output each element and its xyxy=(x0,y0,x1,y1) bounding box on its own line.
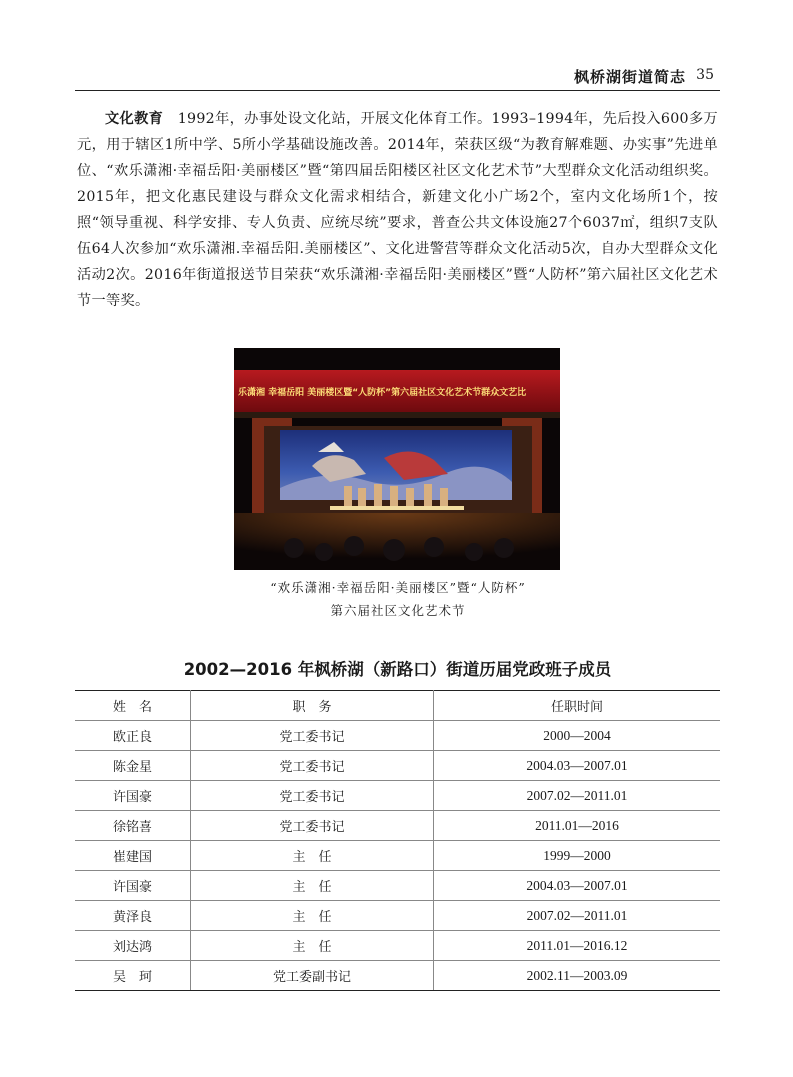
stage-photo xyxy=(234,348,560,570)
cell-name: 刘达鸿 xyxy=(75,931,191,961)
table-header-row xyxy=(75,691,720,721)
cell-term: 2007.02—2011.01 xyxy=(434,901,721,931)
cell-position: 党工委副书记 xyxy=(191,961,434,991)
header-term: 任职时间 xyxy=(434,691,721,721)
cell-term: 2007.02—2011.01 xyxy=(434,781,721,811)
members-table xyxy=(75,690,720,991)
table-row xyxy=(75,751,720,781)
table-row xyxy=(75,931,720,961)
stage-banner-text: 乐潇湘 幸福岳阳 美丽楼区暨“人防杯”第六届社区文化艺术节群众文艺比 xyxy=(238,388,527,398)
table-row xyxy=(75,901,720,931)
cell-term: 2011.01—2016.12 xyxy=(434,931,721,961)
table-row xyxy=(75,871,720,901)
stage-photo-image xyxy=(234,348,560,570)
cell-name: 许国豪 xyxy=(75,781,191,811)
photo-caption xyxy=(180,576,616,622)
cell-position: 主 任 xyxy=(191,871,434,901)
table-row xyxy=(75,781,720,811)
cell-term: 2004.03—2007.01 xyxy=(434,871,721,901)
caption-line-2: 第六届社区文化艺术节 xyxy=(330,603,466,618)
cell-name: 崔建国 xyxy=(75,841,191,871)
running-header xyxy=(75,62,720,91)
cell-name: 徐铭喜 xyxy=(75,811,191,841)
cell-position: 主 任 xyxy=(191,841,434,871)
header-name: 姓 名 xyxy=(75,691,191,721)
table-row xyxy=(75,961,720,991)
table-row xyxy=(75,721,720,751)
book-title: 枫桥湖街道简志 xyxy=(573,68,686,86)
cell-name: 陈金星 xyxy=(75,751,191,781)
caption-line-1: “欢乐潇湘·幸福岳阳·美丽楼区”暨“人防杯” xyxy=(270,580,526,595)
body-paragraph xyxy=(77,106,718,314)
cell-name: 许国豪 xyxy=(75,871,191,901)
cell-term: 2002.11—2003.09 xyxy=(434,961,721,991)
cell-position: 主 任 xyxy=(191,931,434,961)
cell-name: 欧正良 xyxy=(75,721,191,751)
page-number: 35 xyxy=(696,67,714,83)
table-row xyxy=(75,841,720,871)
cell-term: 1999—2000 xyxy=(434,841,721,871)
cell-term: 2011.01—2016 xyxy=(434,811,721,841)
table-title: 2002—2016 年枫桥湖（新路口）街道历届党政班子成员 xyxy=(183,660,612,679)
cell-position: 党工委书记 xyxy=(191,811,434,841)
cell-term: 2000—2004 xyxy=(434,721,721,751)
cell-position: 党工委书记 xyxy=(191,721,434,751)
paragraph-text: 1992年，办事处设文化站，开展文化体育工作。1993–1994年，先后投入600多万元，用于辖区1所中学、5所小学基础设施改善。2014年，荣获区级“为教育解难题、办实事”先进单位、“欢乐潇湘·幸福岳阳·美丽楼区”暨“第四届岳阳楼区社区文化艺术节”大型群众文化活动组织奖。2015年，把文化惠民建设与群众文化需求相结合，新建文化小广场2个，室内文化场所1个，按照“领导重视、科学安排、专人负责、应统尽统”要求，普查公共文体设施27个6037㎡，组织7支队伍64人次参加“欢乐潇湘.幸福岳阳.美丽楼区”、文化进警营等群众文化活动5次，自办大型群众文化活动2次。2016年街道报送节目荣获“欢乐潇湘·幸福岳阳·美丽楼区”暨“人防杯”第六届社区文化艺术节一等奖。 xyxy=(77,111,718,309)
cell-position: 主 任 xyxy=(191,901,434,931)
section-lead: 文化教育 xyxy=(105,111,164,127)
cell-name: 吴 珂 xyxy=(75,961,191,991)
cell-position: 党工委书记 xyxy=(191,751,434,781)
header-position: 职 务 xyxy=(191,691,434,721)
cell-term: 2004.03—2007.01 xyxy=(434,751,721,781)
cell-name: 黄泽良 xyxy=(75,901,191,931)
table-row xyxy=(75,811,720,841)
cell-position: 党工委书记 xyxy=(191,781,434,811)
